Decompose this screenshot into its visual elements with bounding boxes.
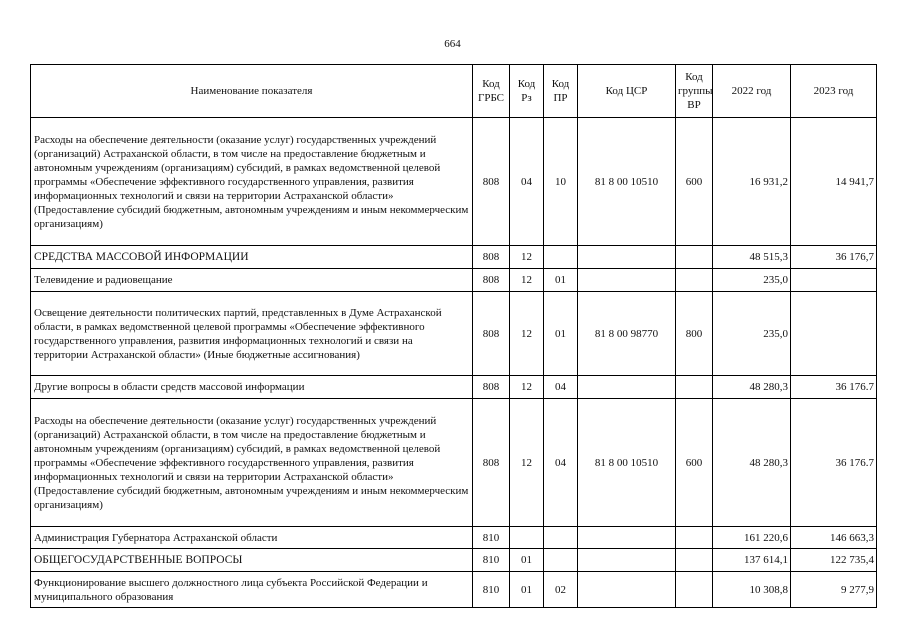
row-csr: 81 8 00 10510	[578, 399, 676, 527]
row-name: Расходы на обеспечение деятельности (оказание услуг) государственных учреждений (организаций) Астраханской области, в том числе на предоставление бюджетным и автономным учреждениям (организациям) субсидий, в рамках ведомственной целевой программы «Обеспечение эффективного государственного управления, развития информационных технологий и связи на территории Астраханской области» (Предоставление субсидий бюджетным, автономным учреждениям и иным некоммерческим организациям)	[31, 118, 473, 246]
col-header-csr: Код ЦСР	[578, 65, 676, 118]
row-2023: 36 176,7	[791, 246, 877, 269]
row-csr: 81 8 00 98770	[578, 292, 676, 376]
row-csr	[578, 376, 676, 399]
table-header-row	[31, 65, 877, 118]
col-header-2022: 2022 год	[713, 65, 791, 118]
table-row	[31, 399, 877, 527]
row-rz: 12	[510, 376, 544, 399]
table-row	[31, 549, 877, 572]
row-vr	[676, 572, 713, 608]
row-pr: 01	[544, 292, 578, 376]
row-2022: 16 931,2	[713, 118, 791, 246]
row-grbs: 810	[473, 527, 510, 549]
row-vr	[676, 246, 713, 269]
row-name: ОБЩЕГОСУДАРСТВЕННЫЕ ВОПРОСЫ	[31, 549, 473, 572]
row-vr: 600	[676, 399, 713, 527]
row-pr: 04	[544, 376, 578, 399]
table-row	[31, 118, 877, 246]
row-pr: 04	[544, 399, 578, 527]
row-pr: 02	[544, 572, 578, 608]
row-2023: 122 735,4	[791, 549, 877, 572]
row-rz: 12	[510, 399, 544, 527]
table-row	[31, 269, 877, 292]
row-csr	[578, 269, 676, 292]
row-pr: 10	[544, 118, 578, 246]
row-name: Другие вопросы в области средств массовой информации	[31, 376, 473, 399]
row-csr	[578, 549, 676, 572]
row-vr	[676, 527, 713, 549]
row-vr: 600	[676, 118, 713, 246]
row-2022: 48 280,3	[713, 399, 791, 527]
row-csr: 81 8 00 10510	[578, 118, 676, 246]
row-vr: 800	[676, 292, 713, 376]
budget-table	[30, 64, 877, 608]
row-name: Функционирование высшего должностного лица субъекта Российской Федерации и муниципального образования	[31, 572, 473, 608]
row-pr	[544, 246, 578, 269]
row-2023: 14 941,7	[791, 118, 877, 246]
col-header-vr: Код группы ВР	[676, 65, 713, 118]
row-grbs: 810	[473, 572, 510, 608]
table-row	[31, 527, 877, 549]
row-rz: 12	[510, 292, 544, 376]
row-grbs: 808	[473, 376, 510, 399]
col-header-pr: Код ПР	[544, 65, 578, 118]
row-2023: 9 277,9	[791, 572, 877, 608]
row-pr: 01	[544, 269, 578, 292]
row-name: Расходы на обеспечение деятельности (оказание услуг) государственных учреждений (организаций) Астраханской области, в том числе на предоставление бюджетным и автономным учреждениям (организациям) субсидий, в рамках ведомственной целевой программы «Обеспечение эффективного государственного управления, развития информационных технологий и связи на территории Астраханской области» (Предоставление субсидий бюджетным, автономным учреждениям и иным некоммерческим организациям)	[31, 399, 473, 527]
table-row	[31, 246, 877, 269]
row-2022: 10 308,8	[713, 572, 791, 608]
row-rz	[510, 527, 544, 549]
row-name: Телевидение и радиовещание	[31, 269, 473, 292]
row-name: Администрация Губернатора Астраханской области	[31, 527, 473, 549]
row-grbs: 808	[473, 292, 510, 376]
row-vr	[676, 376, 713, 399]
row-csr	[578, 572, 676, 608]
col-header-grbs: Код ГРБС	[473, 65, 510, 118]
row-grbs: 808	[473, 269, 510, 292]
row-rz: 12	[510, 269, 544, 292]
row-2022: 48 515,3	[713, 246, 791, 269]
row-2023: 36 176.7	[791, 399, 877, 527]
row-2022: 235,0	[713, 269, 791, 292]
col-header-2023: 2023 год	[791, 65, 877, 118]
row-csr	[578, 246, 676, 269]
table-row	[31, 292, 877, 376]
row-2023	[791, 292, 877, 376]
table-row	[31, 572, 877, 608]
row-2022: 235,0	[713, 292, 791, 376]
row-pr	[544, 549, 578, 572]
row-grbs: 808	[473, 118, 510, 246]
row-name: СРЕДСТВА МАССОВОЙ ИНФОРМАЦИИ	[31, 246, 473, 269]
row-name: Освещение деятельности политических партий, представленных в Думе Астраханской области, в рамках ведомственной целевой программы «Обеспечение эффективного государственного управления, развития информационных технологий и связи на территории Астраханской области» (Иные бюджетные ассигнования)	[31, 292, 473, 376]
row-2023: 36 176.7	[791, 376, 877, 399]
page-number: 664	[444, 38, 461, 50]
row-grbs: 808	[473, 399, 510, 527]
row-2022: 137 614,1	[713, 549, 791, 572]
row-pr	[544, 527, 578, 549]
row-csr	[578, 527, 676, 549]
row-grbs: 808	[473, 246, 510, 269]
row-2022: 161 220,6	[713, 527, 791, 549]
row-rz: 12	[510, 246, 544, 269]
col-header-name: Наименование показателя	[31, 65, 473, 118]
row-rz: 01	[510, 549, 544, 572]
row-2022: 48 280,3	[713, 376, 791, 399]
row-rz: 04	[510, 118, 544, 246]
row-2023	[791, 269, 877, 292]
row-2023: 146 663,3	[791, 527, 877, 549]
row-grbs: 810	[473, 549, 510, 572]
row-rz: 01	[510, 572, 544, 608]
row-vr	[676, 269, 713, 292]
table-row	[31, 376, 877, 399]
row-vr	[676, 549, 713, 572]
col-header-rz: Код Рз	[510, 65, 544, 118]
